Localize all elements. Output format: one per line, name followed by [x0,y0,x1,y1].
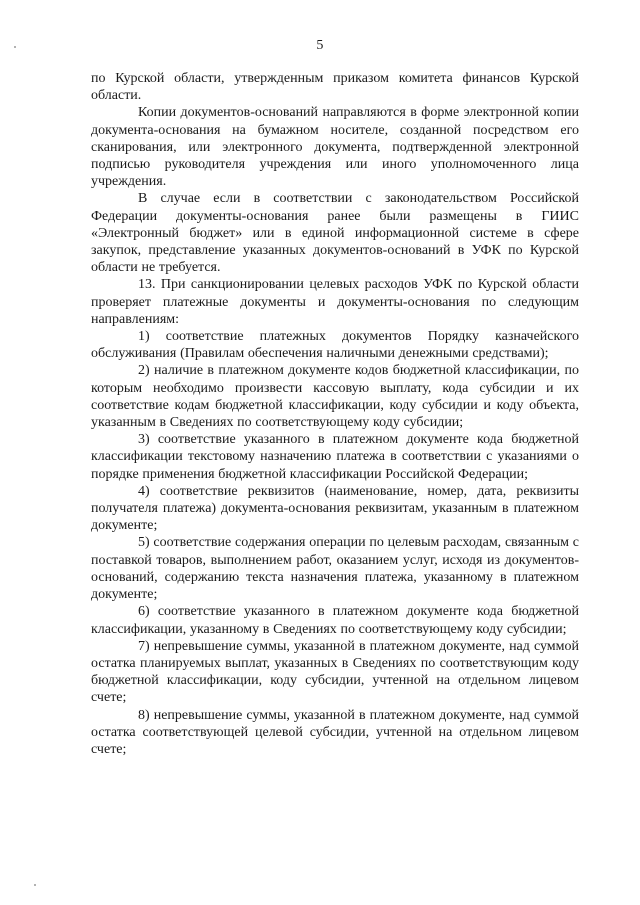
list-item-7: 7) непревышение суммы, указанной в платежном документе, над суммой остатка планируемых выплат, указанных в Сведениях по соответствующим коду бюджетной классификации, коду субсидии, учтенной на отдельном лицевом счете; [91,638,579,706]
document-body [91,70,579,758]
list-item-8: 8) непревышение суммы, указанной в платежном документе, над суммой остатка соответствующей целевой субсидии, учтенной на отдельном лицевом счете; [91,707,579,757]
paragraph-copies: Копии документов-оснований направляются в форме электронной копии документа-основания на бумажном носителе, созданной посредством его сканирования, или электронного документа, подтвержденной электронной подписью руководителя учреждения или иного уполномоченного лица учреждения. [91,105,579,190]
scan-artifact-bottom [34,884,36,886]
list-item-2: 2) наличие в платежном документе кодов бюджетной классификации, по которым необходимо произвести кассовую выплату, кода субсидии и их соответствие кодам бюджетной классификации, коду субсидии и коду объекта, указанным в Сведениях по соответствующему коду субсидии; [91,363,579,431]
paragraph-giis: В случае если в соответствии с законодательством Российской Федерации документы-основания ранее были размещены в ГИИС «Электронный бюджет» или в единой информационной системе в сфере закупок, представление указанных документов-оснований в УФК по Курской области не требуется. [91,191,579,276]
paragraph-continuation: по Курской области, утвержденным приказом комитета финансов Курской области. [91,71,579,104]
list-item-4: 4) соответствие реквизитов (наименование, номер, дата, реквизиты получателя платежа) документа-основания реквизитам, указанным в платежном документе; [91,483,579,534]
list-item-1: 1) соответствие платежных документов Порядку казначейского обслуживания (Правилам обеспечения наличными денежными средствами); [91,329,579,362]
list-item-6: 6) соответствие указанного в платежном документе кода бюджетной классификации, указанному в Сведениях по соответствующему коду субсидии; [91,604,579,637]
list-item-5: 5) соответствие содержания операции по целевым расходам, связанным с поставкой товаров, выполнением работ, оказанием услуг, исходя из документов-оснований, содержанию текста назначения платежа, указанному в платежном документе; [91,535,579,603]
paragraph-section-13: 13. При санкционировании целевых расходов УФК по Курской области проверяет платежные документы и документы-основания по следующим направлениям: [91,277,579,327]
page-number: 5 [316,38,324,53]
list-item-3: 3) соответствие указанного в платежном документе кода бюджетной классификации текстовому назначению платежа в соответствии с указаниями о порядке применения бюджетной классификации Российской Федерации; [91,432,579,482]
